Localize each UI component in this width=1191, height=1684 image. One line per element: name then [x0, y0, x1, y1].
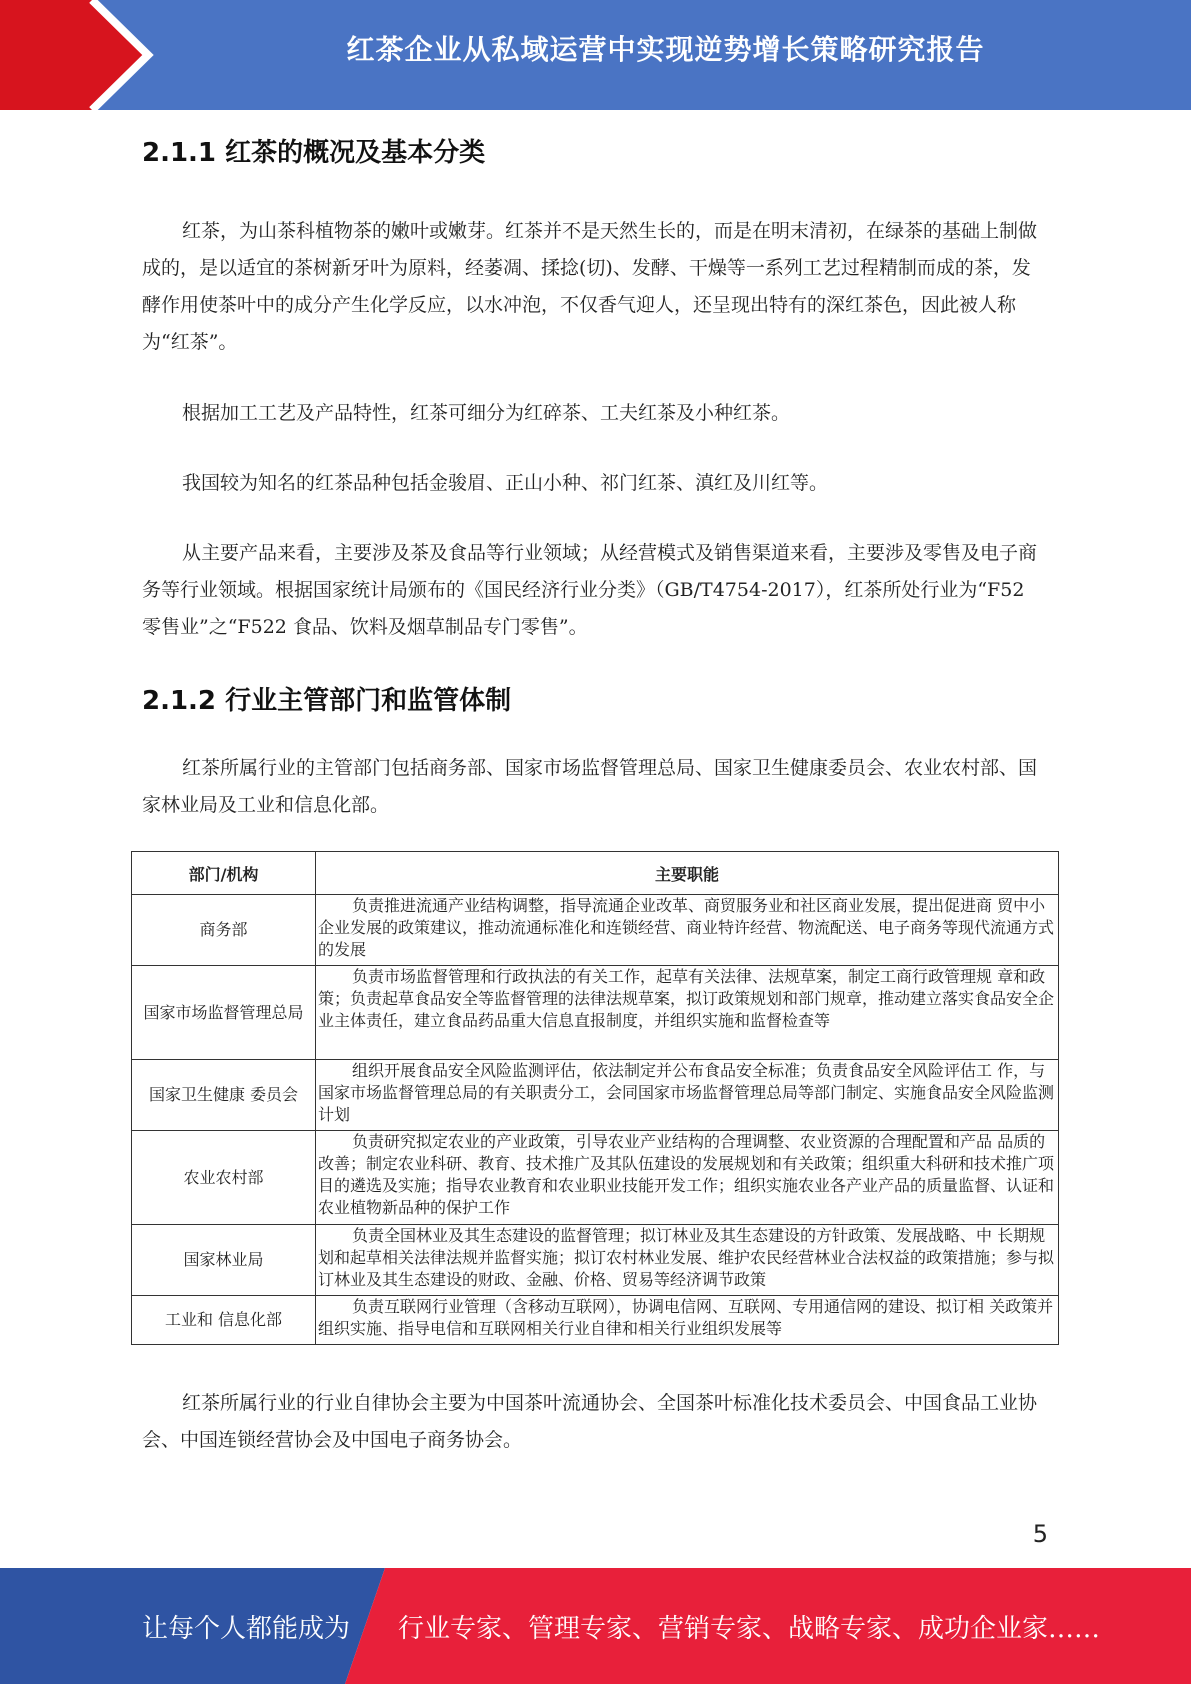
duty-cell: 负责推进流通产业结构调整，指导流通企业改革、商贸服务业和社区商业发展，提出促进商 贸中小企业发展的政策建议，推动流通标准化和连锁经营、商业特许经营、物流配送、电子商务等现代流通方式的发展 — [316, 895, 1059, 966]
duty-cell: 负责全国林业及其生态建设的监督管理；拟订林业及其生态建设的方针政策、发展战略、中 长期规划和起草相关法律法规并监督实施；拟订农村林业发展、维护农民经营林业合法权益的政策措施；参与拟订林业及其生态建设的财政、金融、价格、贸易等经济调节政策 — [316, 1225, 1059, 1296]
department-cell: 农业农村部 — [132, 1131, 316, 1225]
paragraph-industry-associations: 红茶所属行业的行业自律协会主要为中国茶叶流通协会、全国茶叶标准化技术委员会、中国食品工业协会、中国连锁经营协会及中国电子商务协会。 — [142, 1392, 1038, 1451]
section-heading-2-1-2: 2.1.2 行业主管部门和监管体制 — [142, 686, 512, 716]
header-red-arrow — [0, 0, 148, 110]
paragraph-classification: 根据加工工艺及产品特性，红茶可细分为红碎茶、工夫红茶及小种红茶。 — [182, 402, 791, 424]
table-row — [132, 1225, 1059, 1296]
table-row — [132, 966, 1059, 1060]
department-cell: 商务部 — [132, 895, 316, 966]
department-cell: 工业和 信息化部 — [132, 1296, 316, 1345]
paragraph-wrapper — [142, 395, 1048, 432]
paragraph-regulators: 红茶所属行业的主管部门包括商务部、国家市场监督管理总局、国家卫生健康委员会、农业农村部、国家林业局及工业和信息化部。 — [142, 757, 1038, 816]
paragraph-black-tea-overview: 红茶，为山茶科植物茶的嫩叶或嫩芽。红茶并不是天然生长的，而是在明末清初，在绿茶的基础上制做成的，是以适宜的茶树新牙叶为原料，经萎凋、揉捻(切)、发酵、干燥等一系列工艺过程精制而成的茶，发酵作用使茶叶中的成分产生化学反应，以水冲泡，不仅香气迎人，还呈现出特有的深红茶色，因此被人称为“红茶”。 — [142, 220, 1038, 353]
page-number: 5 — [1032, 1520, 1048, 1548]
table-row — [132, 1060, 1059, 1131]
department-cell: 国家市场监督管理总局 — [132, 966, 316, 1060]
section-2-1-1-body — [142, 213, 1048, 361]
table-row — [132, 1296, 1059, 1345]
duty-cell: 负责研究拟定农业的产业政策，引导农业产业结构的合理调整、农业资源的合理配置和产品 品质的改善；制定农业科研、教育、技术推广及其队伍建设的发展规划和有关政策；组织重大科研和技术推广项目的遴选及实施；指导农业教育和农业职业技能开发工作；组织实施农业各产业产品的质量监督、认证和农业植物新品种的保护工作 — [316, 1131, 1059, 1225]
report-title: 红茶企业从私域运营中实现逆势增长策略研究报告 — [346, 33, 985, 66]
paragraph-wrapper — [142, 535, 1048, 646]
regulator-duties-table — [131, 851, 1059, 1345]
paragraph-industry-classification: 从主要产品来看，主要涉及茶及食品等行业领域；从经营模式及销售渠道来看，主要涉及零售及电子商务等行业领域。根据国家统计局颁布的《国民经济行业分类》（GB/T4754-2017），红茶所处行业为“F52 零售业”之“F522 食品、饮料及烟草制品专门零售”。 — [142, 542, 1038, 638]
department-cell: 国家卫生健康 委员会 — [132, 1060, 316, 1131]
table-header-row — [132, 852, 1059, 895]
department-cell: 国家林业局 — [132, 1225, 316, 1296]
footer-slogan-left: 让每个人都能成为 — [142, 1614, 351, 1644]
column-header-duties: 主要职能 — [316, 852, 1059, 895]
footer-slogan-right: 行业专家、管理专家、营销专家、战略专家、成功企业家…… — [398, 1614, 1101, 1644]
paragraph-wrapper — [142, 750, 1048, 824]
section-heading-2-1-1: 2.1.1 红茶的概况及基本分类 — [142, 138, 486, 168]
paragraph-wrapper — [142, 1385, 1048, 1459]
column-header-department: 部门/机构 — [132, 852, 316, 895]
duty-cell: 负责互联网行业管理（含移动互联网），协调电信网、互联网、专用通信网的建设、拟订相 关政策并组织实施、指导电信和互联网相关行业自律和相关行业组织发展等 — [316, 1296, 1059, 1345]
paragraph-varieties: 我国较为知名的红茶品种包括金骏眉、正山小种、祁门红茶、滇红及川红等。 — [182, 472, 829, 494]
duty-cell: 负责市场监督管理和行政执法的有关工作，起草有关法律、法规草案，制定工商行政管理规 章和政策；负责起草食品安全等监督管理的法律法规草案，拟订政策规划和部门规章，推动建立落实食品安全企业主体责任，建立食品药品重大信息直报制度，并组织实施和监督检查等 — [316, 966, 1059, 1060]
table-row — [132, 1131, 1059, 1225]
table-row — [132, 895, 1059, 966]
page-footer — [0, 1568, 1191, 1684]
paragraph-wrapper — [142, 465, 1048, 502]
duty-cell: 组织开展食品安全风险监测评估，依法制定并公布食品安全标准；负责食品安全风险评估工 作，与国家市场监督管理总局的有关职责分工，会同国家市场监督管理总局等部门制定、实施食品安全风险监测计划 — [316, 1060, 1059, 1131]
page-header — [0, 0, 1191, 110]
